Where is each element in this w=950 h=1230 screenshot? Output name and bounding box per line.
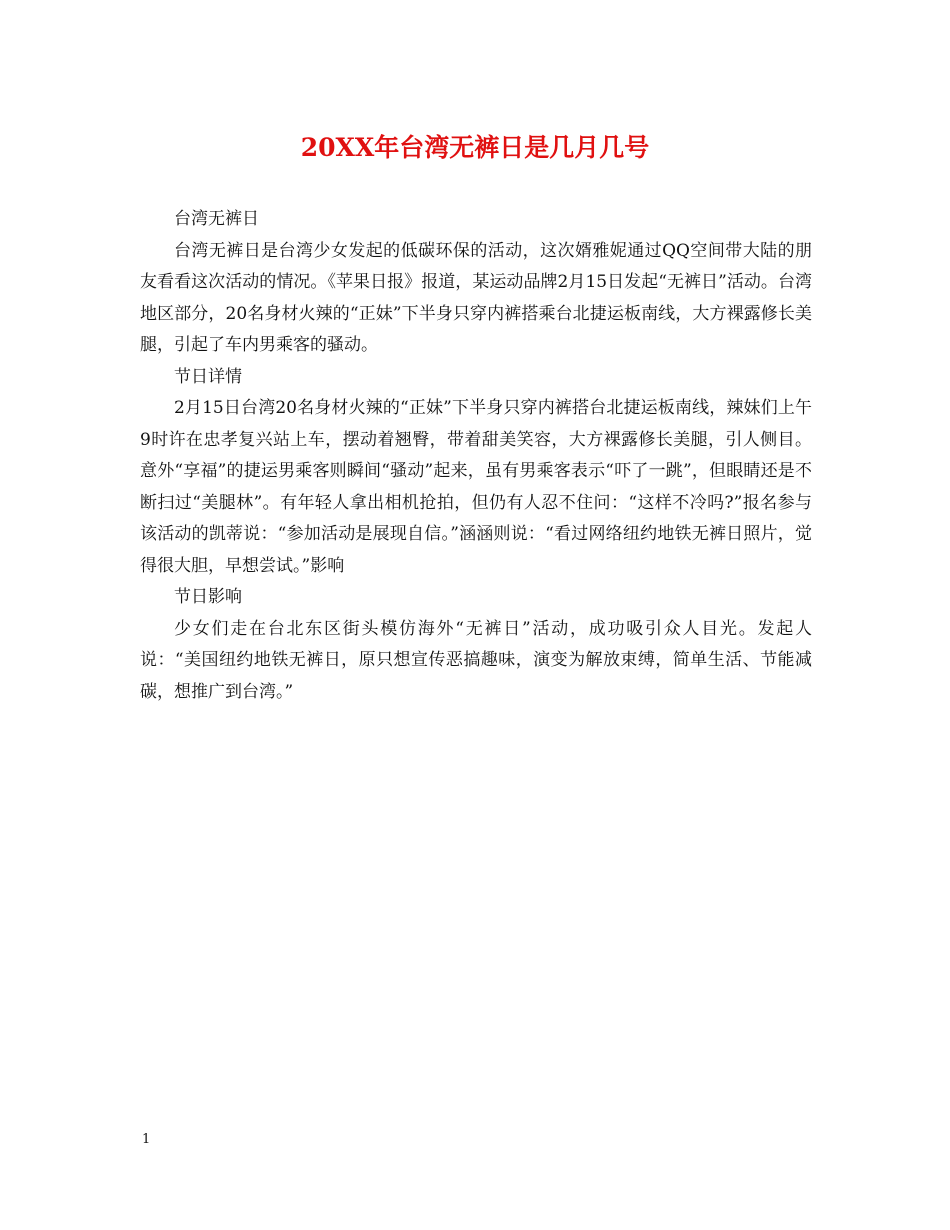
section-heading-holiday-details: 节日详情 [174, 366, 242, 387]
paragraph-holiday-details: 2月15日台湾20名身材火辣的“正妹”下半身只穿内裤搭台北捷运板南线，辣妹们上午9时许在忠孝复兴站上车，摆动着翘臀，带着甜美笑容，大方裸露修长美腿，引人侧目。意外“享福”的捷运男乘客则瞬间“骚动”起来，虽有男乘客表示“吓了一跳”，但眼睛还是不断扫过“美腿林”。有年轻人拿出相机抢拍，但仍有人忍不住问：“这样不冷吗?”报名参与该活动的凯蒂说：“参加活动是展现自信。”涵涵则说：“看过网络纽约地铁无裤日照片，觉得很大胆，早想尝试。”影响 [140, 398, 812, 576]
page-number: 1 [142, 1132, 151, 1147]
section-heading-taiwan-no-pants-day: 台湾无裤日 [174, 209, 259, 229]
document-body [140, 204, 812, 708]
paragraph-holiday-impact: 少女们走在台北东区街头模仿海外“无裤日”活动，成功吸引众人目光。发起人说：“美国纽约地铁无裤日，原只想宣传恶搞趣味，演变为解放束缚，简单生活、节能减碳，想推广到台湾。” [140, 618, 812, 702]
section-heading-holiday-impact: 节日影响 [174, 587, 242, 607]
paragraph-introduction: 台湾无裤日是台湾少女发起的低碳环保的活动，这次婿雅妮通过QQ空间带大陆的朋友看看这次活动的情况。《苹果日报》报道，某运动品牌2月15日发起“无裤日”活动。台湾地区部分，20名身材火辣的“正妹”下半身只穿内裤搭乘台北捷运板南线，大方裸露修长美腿，引起了车内男乘客的骚动。 [140, 240, 812, 355]
document-title: 20XX年台湾无裤日是几月几号 [300, 133, 650, 162]
